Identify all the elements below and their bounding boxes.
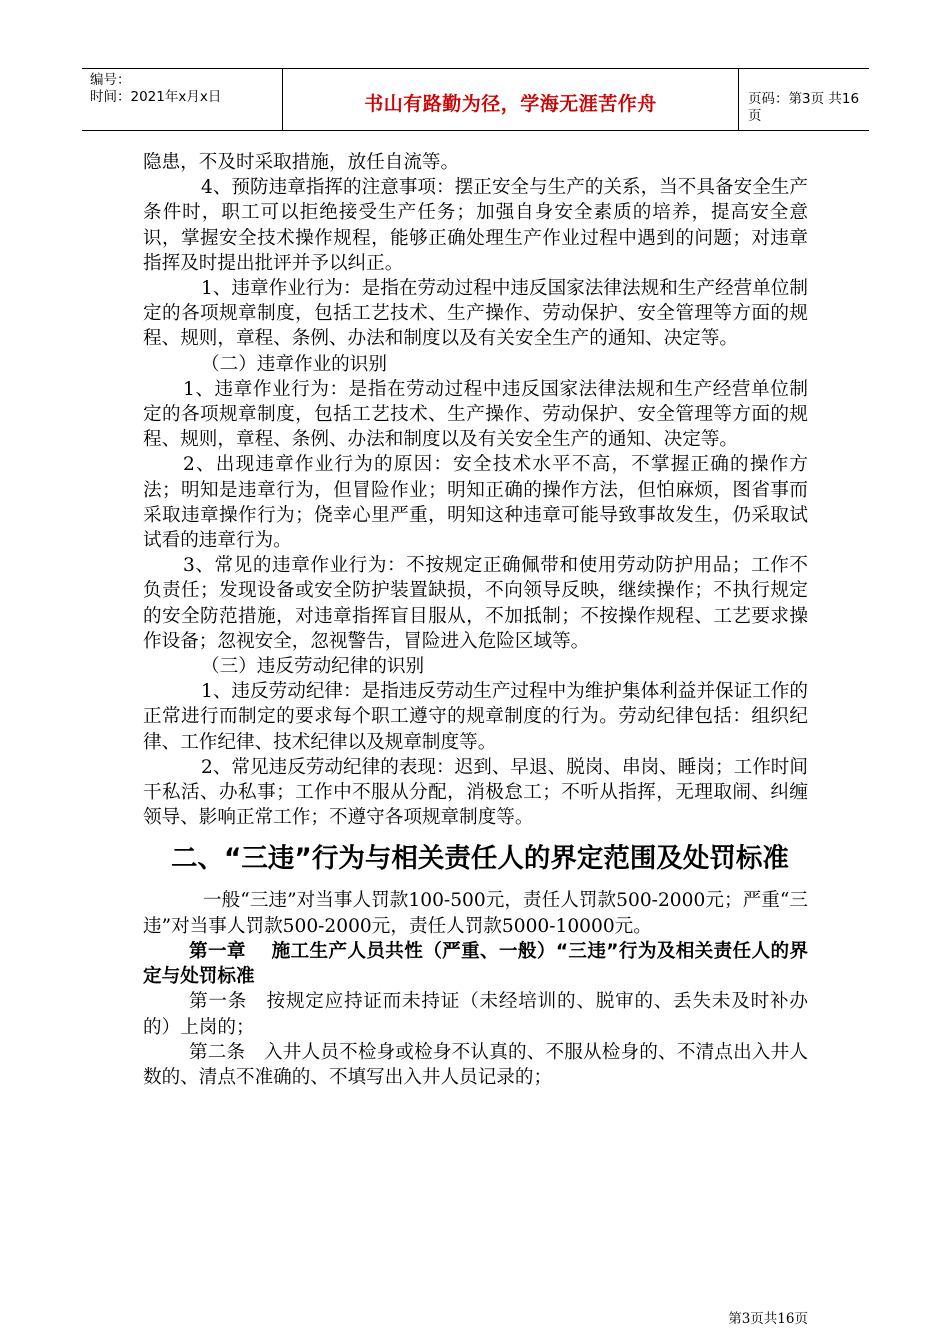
header-page-label: 页码：第3页 共16页 <box>748 91 860 124</box>
paragraph: 1、违反劳动纪律：是指违反劳动生产过程中为维护集体利益并保证工作的正常进行而制定的要求每个职工遵守的规章制度的行为。劳动纪律包括：组织纪律、工作纪律、技术纪律以及规章制度等。 <box>143 681 808 753</box>
time-label: 时间：2021年x月x日 <box>90 89 222 105</box>
paragraph: 隐患，不及时采取措施，放任自流等。 <box>143 152 460 173</box>
article: 第二条 入井人员不检身或检身不认真的、不服从检身的、不清点出入井人数的、清点不准确的、不填写出入井人员记录的； <box>143 1041 808 1088</box>
paragraph: 2、常见违反劳动纪律的表现：迟到、早退、脱岗、串岗、睡岗；工作时间干私活、办私事；工作中不服从分配，消极怠工；不听从指挥，无理取闹、纠缠领导、影响正常工作；不遵守各项规章制度等。 <box>143 756 808 829</box>
paragraph: 1、违章作业行为：是指在劳动过程中违反国家法律法规和生产经营单位制定的各项规章制度，包括工艺技术、生产操作、劳动保护、安全管理等方面的规程、规则，章程、条例、办法和制度以及有关安全生产的通知、决定等。 <box>143 378 808 451</box>
subsection-heading: （三）违反劳动纪律的识别 <box>201 656 425 678</box>
chapter-heading: 第一章 施工生产人员共性（严重、一般）“三违”行为及相关责任人的界定与处罚标准 <box>143 940 808 988</box>
page-footer: 第3页共16页 <box>728 1311 808 1327</box>
number-label: 编号： <box>90 72 131 88</box>
paragraph: 3、常见的违章作业行为：不按规定正确佩带和使用劳动防护用品；工作不负责任；发现设备或安全防护装置缺损，不向领导反映，继续操作；不执行规定的安全防范措施，对违章指挥盲目服从，不加抵制；不按操作规程、工艺要求操作设备；忽视安全，忽视警告，冒险进入危险区域等。 <box>143 555 808 652</box>
header-page-cell <box>738 69 869 130</box>
document-body <box>143 150 808 1090</box>
header-motto: 书山有路勤为径，学海无涯苦作舟 <box>364 93 657 115</box>
section-heading: 二、“三违”行为与相关责任人的界定范围及处罚标准 <box>171 843 789 875</box>
document-header <box>82 68 869 131</box>
paragraph: 2、出现违章作业行为的原因：安全技术水平不高，不掌握正确的操作方法；明知是违章行为，但冒险作业；明知正确的操作方法，但怕麻烦，图省事而采取违章操作行为；侥幸心里严重，明知这种违章可能导致事故发生，仍采取试试看的违章行为。 <box>143 454 808 552</box>
fine-paragraph: 一般“三违”对当事人罚款100-500元，责任人罚款500-2000元；严重“三违”对当事人罚款500-2000元，责任人罚款5000-10000元。 <box>143 890 808 937</box>
header-meta-cell <box>82 69 282 130</box>
subsection-heading: （二）违章作业的识别 <box>201 353 387 375</box>
paragraph: 1、违章作业行为：是指在劳动过程中违反国家法律法规和生产经营单位制定的各项规章制度，包括工艺技术、生产操作、劳动保护、安全管理等方面的规程、规则，章程、条例、办法和制度以及有关安全生产的通知、决定等。 <box>143 278 808 350</box>
article: 第一条 按规定应持证而未持证（未经培训的、脱审的、丢失未及时补办的）上岗的； <box>143 991 808 1038</box>
paragraph: 4、预防违章指挥的注意事项：摆正安全与生产的关系，当不具备安全生产条件时，职工可以拒绝接受生产任务；加强自身安全素质的培养，提高安全意识，掌握安全技术操作规程，能够正确处理生产作业过程中遇到的问题；对违章指挥及时提出批评并予以纠正。 <box>143 177 808 274</box>
header-motto-cell <box>282 69 739 130</box>
